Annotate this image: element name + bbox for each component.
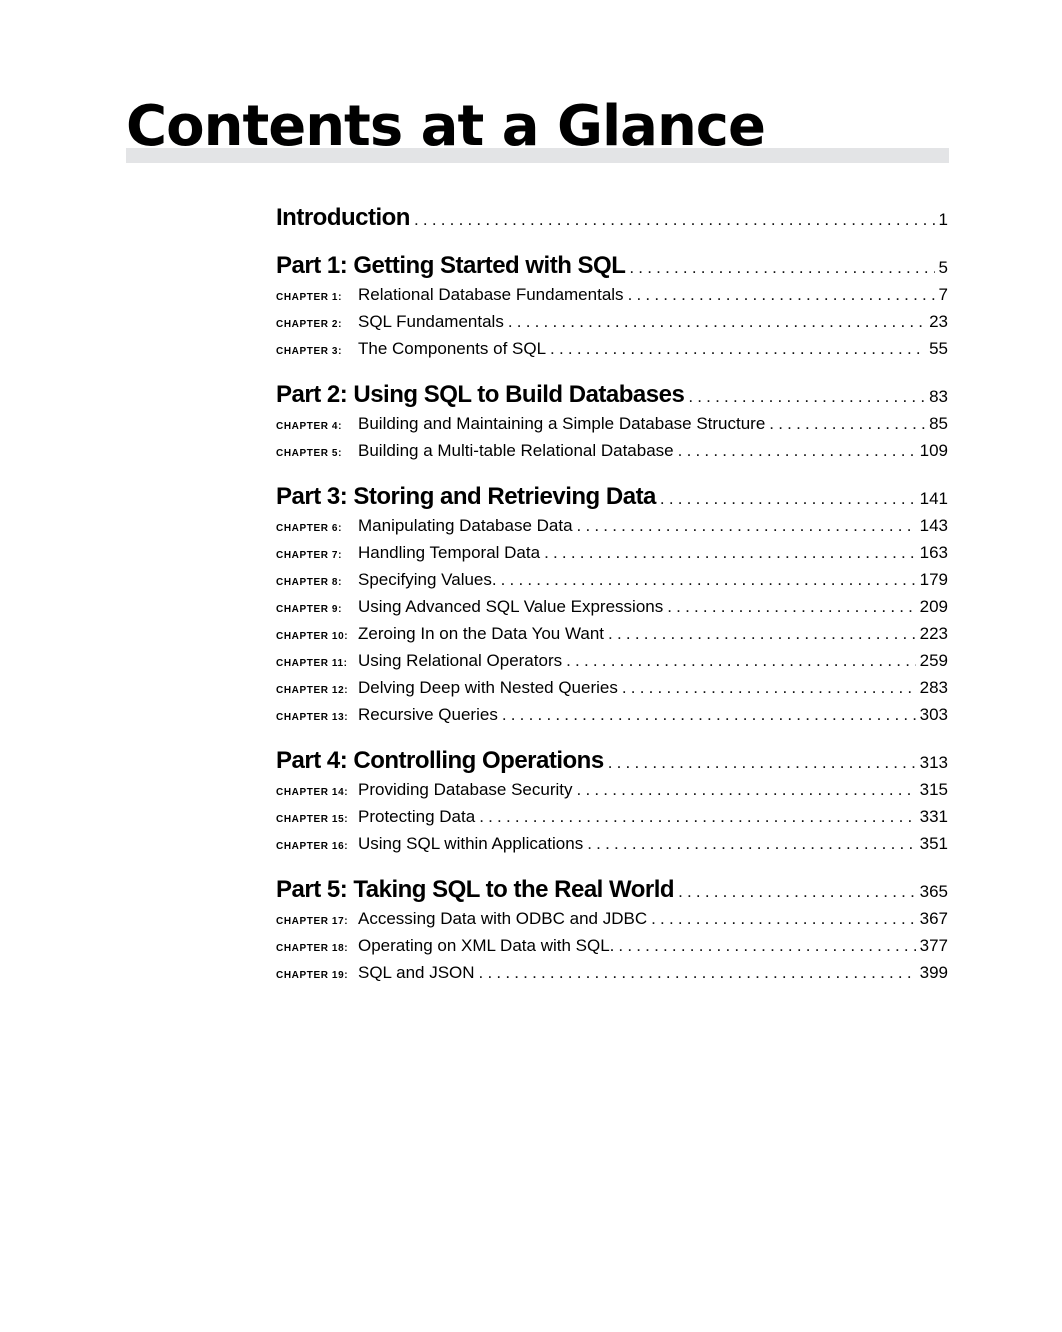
toc-part-entry[interactable]	[276, 202, 948, 233]
toc-chapter-entry[interactable]	[276, 830, 948, 857]
dot-leader	[577, 776, 916, 803]
page-number: 1	[938, 210, 948, 229]
toc-part-entry[interactable]	[276, 745, 948, 776]
dot-leader	[566, 647, 916, 674]
dot-leader	[544, 539, 916, 566]
chapter-title: Using Advanced SQL Value Expressions	[358, 597, 664, 616]
dot-leader	[678, 876, 916, 907]
page-number: 259	[919, 651, 948, 670]
page-number: 163	[919, 543, 948, 562]
page-number: 23	[929, 312, 948, 331]
chapter-title: Operating on XML Data with SQL.	[358, 936, 615, 955]
chapter-label: CHAPTER 14:	[276, 787, 349, 798]
chapter-title: Relational Database Fundamentals	[358, 285, 624, 304]
dot-leader	[501, 566, 916, 593]
dot-leader	[618, 932, 915, 959]
page-number: 141	[919, 489, 948, 508]
part-title: Part 3: Storing and Retrieving Data	[276, 483, 656, 510]
toc-part-entry[interactable]	[276, 250, 948, 281]
chapter-label: CHAPTER 5:	[276, 448, 343, 459]
dot-leader	[678, 437, 916, 464]
chapter-title: SQL and JSON	[358, 963, 475, 982]
page-number: 143	[919, 516, 948, 535]
page-number: 331	[919, 807, 948, 826]
chapter-title: Building a Multi-table Relational Database	[358, 441, 674, 460]
dot-leader	[479, 803, 915, 830]
toc-part-entry[interactable]	[276, 481, 948, 512]
chapter-label: CHAPTER 4:	[276, 421, 343, 432]
part-title: Part 5: Taking SQL to the Real World	[276, 876, 675, 903]
chapter-title: Recursive Queries	[358, 705, 498, 724]
chapter-title: Specifying Values.	[358, 570, 497, 589]
page-number: 283	[919, 678, 948, 697]
chapter-label: CHAPTER 19:	[276, 970, 349, 981]
toc-part-entry[interactable]	[276, 379, 948, 410]
page-number: 209	[919, 597, 948, 616]
chapter-title: Protecting Data	[358, 807, 476, 826]
chapter-title: Delving Deep with Nested Queries	[358, 678, 618, 697]
chapter-label: CHAPTER 2:	[276, 319, 343, 330]
chapter-label: CHAPTER 9:	[276, 604, 343, 615]
toc-part-entry[interactable]	[276, 874, 948, 905]
toc-chapter-entry[interactable]	[276, 410, 948, 437]
chapter-label: CHAPTER 17:	[276, 916, 349, 927]
dot-leader	[688, 381, 925, 412]
page-title: Contents at a Glance	[126, 94, 765, 159]
dot-leader	[667, 593, 915, 620]
page-number: 365	[919, 882, 948, 901]
dot-leader	[479, 959, 916, 986]
page-number: 109	[919, 441, 948, 460]
dot-leader	[651, 905, 916, 932]
toc-chapter-entry[interactable]	[276, 512, 948, 539]
chapter-label: CHAPTER 3:	[276, 346, 343, 357]
dot-leader	[577, 512, 916, 539]
chapter-title: Building and Maintaining a Simple Database Structure	[358, 414, 766, 433]
chapter-label: CHAPTER 16:	[276, 841, 349, 852]
chapter-label: CHAPTER 15:	[276, 814, 349, 825]
toc-chapter-entry[interactable]	[276, 776, 948, 803]
toc-chapter-entry[interactable]	[276, 566, 948, 593]
page-number: 85	[929, 414, 948, 433]
dot-leader	[414, 204, 935, 235]
chapter-label: CHAPTER 6:	[276, 523, 343, 534]
toc-chapter-entry[interactable]	[276, 335, 948, 362]
dot-leader	[608, 620, 916, 647]
chapter-label: CHAPTER 13:	[276, 712, 349, 723]
chapter-label: CHAPTER 10:	[276, 631, 349, 642]
chapter-title: Handling Temporal Data	[358, 543, 541, 562]
dot-leader	[622, 674, 916, 701]
chapter-title: Zeroing In on the Data You Want	[358, 624, 605, 643]
toc-chapter-entry[interactable]	[276, 959, 948, 986]
part-title: Part 1: Getting Started with SQL	[276, 252, 626, 279]
page-number: 7	[938, 285, 948, 304]
dot-leader	[508, 308, 925, 335]
page-number: 377	[919, 936, 948, 955]
chapter-title: Using SQL within Applications	[358, 834, 584, 853]
page-number: 315	[919, 780, 948, 799]
toc-chapter-entry[interactable]	[276, 701, 948, 728]
toc-chapter-entry[interactable]	[276, 620, 948, 647]
dot-leader	[769, 410, 925, 437]
page-number: 223	[919, 624, 948, 643]
toc-chapter-entry[interactable]	[276, 437, 948, 464]
toc-chapter-entry[interactable]	[276, 647, 948, 674]
toc-chapter-entry[interactable]	[276, 593, 948, 620]
dot-leader	[629, 252, 934, 283]
dot-leader	[628, 281, 935, 308]
toc-chapter-entry[interactable]	[276, 308, 948, 335]
page-number: 179	[919, 570, 948, 589]
dot-leader	[550, 335, 925, 362]
toc-chapter-entry[interactable]	[276, 932, 948, 959]
chapter-title: Using Relational Operators	[358, 651, 563, 670]
chapter-label: CHAPTER 12:	[276, 685, 349, 696]
chapter-title: SQL Fundamentals	[358, 312, 504, 331]
page-number: 351	[919, 834, 948, 853]
chapter-label: CHAPTER 1:	[276, 292, 343, 303]
chapter-title: Accessing Data with ODBC and JDBC	[358, 909, 648, 928]
dot-leader	[608, 747, 916, 778]
page-number: 313	[919, 753, 948, 772]
chapter-title: Providing Database Security	[358, 780, 573, 799]
part-title: Part 2: Using SQL to Build Databases	[276, 381, 685, 408]
part-title: Part 4: Controlling Operations	[276, 747, 604, 774]
page-number: 399	[919, 963, 948, 982]
page-number: 5	[938, 258, 948, 277]
toc-chapter-entry[interactable]	[276, 539, 948, 566]
page-number: 83	[929, 387, 948, 406]
chapter-label: CHAPTER 11:	[276, 658, 348, 669]
dot-leader	[502, 701, 916, 728]
toc-chapter-entry[interactable]	[276, 674, 948, 701]
chapter-label: CHAPTER 7:	[276, 550, 343, 561]
table-of-contents	[276, 202, 948, 986]
page-number: 303	[919, 705, 948, 724]
page-title-block	[126, 90, 949, 164]
part-title: Introduction	[276, 204, 410, 231]
chapter-title: Manipulating Database Data	[358, 516, 573, 535]
dot-leader	[660, 483, 916, 514]
dot-leader	[587, 830, 915, 857]
chapter-label: CHAPTER 18:	[276, 943, 349, 954]
chapter-title: The Components of SQL	[358, 339, 547, 358]
page-number: 367	[919, 909, 948, 928]
toc-chapter-entry[interactable]	[276, 803, 948, 830]
toc-chapter-entry[interactable]	[276, 905, 948, 932]
chapter-label: CHAPTER 8:	[276, 577, 343, 588]
page-number: 55	[929, 339, 948, 358]
toc-chapter-entry[interactable]	[276, 281, 948, 308]
